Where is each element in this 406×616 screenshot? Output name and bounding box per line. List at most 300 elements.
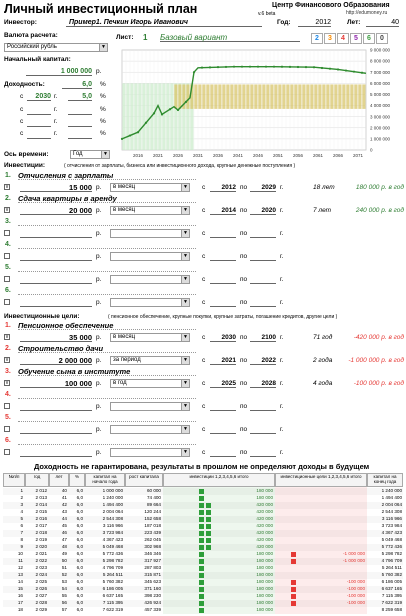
investments-name-input[interactable] — [18, 217, 196, 226]
chevron-down-icon: ▼ — [101, 151, 109, 158]
y-tick-label: 5 000 000 — [370, 92, 391, 98]
currency-label: Валюта расчета: — [4, 32, 58, 39]
table-row — [3, 551, 403, 558]
table-cell: 11 — [18, 558, 23, 563]
y-tick-label: 1 000 000 — [370, 136, 391, 142]
chevron-down-icon: ▼ — [181, 299, 189, 306]
capital-point — [265, 66, 267, 68]
table-row — [3, 488, 403, 495]
table-cell: 9 — [20, 544, 23, 549]
investments-amount-input[interactable]: 15 000 — [20, 183, 92, 192]
invest-marker — [199, 538, 204, 543]
sheet-tab-6[interactable]: 6 — [363, 33, 375, 44]
investments-amount-input[interactable] — [20, 229, 92, 238]
table-cell: 18 — [17, 607, 23, 612]
goals-row — [0, 368, 406, 391]
sheet-name-input[interactable]: Базовый вариант — [160, 33, 300, 42]
goal-bar — [330, 84, 333, 108]
table-cell: 10 — [17, 551, 23, 556]
table-cell: 47 — [61, 537, 67, 542]
chevron-down-icon: ▼ — [181, 253, 189, 260]
table-cell: 345 623 — [144, 579, 161, 584]
table-header-cell: капитал на конец года — [367, 473, 403, 487]
goals-checkbox[interactable]: v — [5, 357, 9, 363]
goals-name-input[interactable]: Пенсионное обеспечение — [18, 321, 196, 330]
capital-unit: р. — [96, 68, 102, 75]
capital-point — [337, 68, 339, 70]
invest-bar — [158, 83, 161, 150]
table-cell: 180 000 — [256, 579, 273, 584]
goals-name-input[interactable]: Обучение сына в институте — [18, 367, 196, 376]
investments-from-label: с — [202, 184, 206, 191]
table-cell: 420 000 — [256, 537, 273, 542]
goals-to-label: по — [240, 380, 248, 387]
goals-name-input[interactable] — [18, 413, 196, 422]
goals-amount-unit: р. — [96, 403, 102, 410]
table-cell: 1 494 400 — [102, 502, 123, 507]
investments-amount-unit: р. — [96, 207, 102, 214]
table-cell: 5 760 382 — [381, 572, 402, 577]
year-label: Год: — [277, 19, 291, 26]
investments-from-input[interactable] — [210, 252, 236, 261]
yield-pct-2: % — [100, 93, 106, 100]
investments-to-input[interactable] — [250, 298, 276, 307]
goals-name-input[interactable] — [18, 436, 196, 445]
goal-marker — [291, 580, 296, 585]
investor-input[interactable]: Пример1. Печкин Игорь Иванович — [66, 18, 262, 27]
sheet-tab-2[interactable]: 2 — [311, 33, 323, 44]
investor-label: Инвестор: — [4, 19, 37, 26]
table-cell: 6,0 — [76, 544, 83, 549]
investments-amount-unit: р. — [96, 230, 102, 237]
goal-bar — [302, 84, 305, 108]
goal-bar — [334, 84, 337, 108]
invest-marker — [199, 510, 204, 515]
table-cell: 3 116 966 — [102, 523, 123, 528]
table-cell: 2 014 — [35, 502, 47, 507]
table-cell: 50 — [61, 558, 67, 563]
table-cell: 5 264 511 — [102, 572, 123, 577]
goals-row — [0, 322, 406, 345]
goal-bar — [174, 84, 177, 108]
invest-marker — [199, 559, 204, 564]
y-tick-label: 6 000 000 — [370, 80, 391, 86]
goals-checkbox[interactable] — [4, 426, 10, 432]
table-cell: 5 — [20, 516, 23, 521]
yield-year-input-empty[interactable] — [27, 106, 51, 115]
investments-amount-input[interactable]: 20 000 — [20, 206, 92, 215]
goals-amount-input[interactable]: 100 000 — [20, 379, 92, 388]
goal-bar — [246, 84, 249, 108]
table-header-cell: % — [69, 473, 85, 487]
age-input[interactable]: 40 — [366, 18, 399, 27]
table-cell: 7 — [20, 530, 23, 535]
table-row — [3, 537, 403, 544]
capital-point — [217, 66, 219, 68]
investments-name-input[interactable]: Отчисления с зарплаты — [18, 171, 196, 180]
goal-bar — [186, 84, 189, 108]
yield-input-empty[interactable] — [68, 106, 92, 115]
investments-checkbox[interactable] — [4, 253, 10, 259]
x-tick-label: 2026 — [172, 153, 184, 158]
table-cell: 2 029 — [35, 607, 47, 612]
investments-checkbox[interactable] — [4, 230, 10, 236]
investments-to-input[interactable] — [250, 229, 276, 238]
table-row — [3, 516, 403, 523]
yield-input-2[interactable]: 5,0 — [68, 92, 92, 101]
table-cell: -100 000 — [346, 593, 365, 598]
investments-from-input[interactable]: 2014 — [210, 206, 236, 215]
goals-period-select[interactable] — [110, 448, 190, 457]
table-cell: 16 — [17, 593, 23, 598]
table-cell: 398 230 — [144, 593, 161, 598]
goals-period-select[interactable] — [110, 333, 190, 342]
table-cell: 3 116 966 — [381, 516, 402, 521]
invest-marker — [199, 531, 204, 536]
goal-bar — [218, 84, 221, 108]
investments-period-select[interactable] — [110, 206, 190, 215]
investments-to-label: по — [240, 253, 248, 260]
goal-bar — [362, 84, 365, 108]
table-cell: 317 927 — [144, 558, 161, 563]
investments-yearly-sum: 240 000 р. в год — [355, 207, 404, 214]
x-tick-label: 2066 — [332, 153, 344, 158]
capital-point — [153, 112, 155, 114]
capital-point — [137, 131, 139, 133]
table-cell: 40 — [61, 488, 67, 493]
goal-bar — [226, 84, 229, 108]
org-site-link[interactable]: http://edumoney.ru — [346, 10, 388, 16]
sheet-tab-5[interactable]: 5 — [350, 33, 362, 44]
table-header-cell: №п/п — [3, 473, 25, 487]
investments-period-select[interactable] — [110, 252, 190, 261]
goal-bar — [234, 84, 237, 108]
table-cell: 5 049 468 — [381, 537, 402, 542]
table-cell: 223 439 — [144, 530, 161, 535]
goals-year-unit: г. — [280, 426, 284, 433]
table-cell: 152 658 — [144, 516, 161, 521]
goal-bar — [318, 84, 321, 108]
investments-amount-input[interactable] — [20, 252, 92, 261]
table-cell: 6,0 — [76, 495, 83, 500]
goals-from-label: с — [202, 357, 206, 364]
goals-to-input[interactable]: 2028 — [250, 379, 276, 388]
table-cell: -100 000 — [346, 600, 365, 605]
table-row — [3, 558, 403, 565]
investments-name-input[interactable] — [18, 240, 196, 249]
investments-to-input[interactable] — [250, 275, 276, 284]
table-cell: 6,0 — [76, 537, 83, 542]
investments-row-number: 5. — [5, 264, 11, 271]
investments-from-input[interactable] — [210, 298, 236, 307]
goal-bar — [310, 84, 313, 108]
capital-point — [193, 71, 195, 73]
invest-marker — [206, 531, 211, 536]
yield-year-input-empty[interactable] — [27, 130, 51, 139]
table-cell: 2 027 — [35, 593, 47, 598]
y-tick-label: 9 000 000 — [370, 47, 391, 53]
goals-from-input[interactable] — [210, 425, 236, 434]
goals-row — [0, 437, 406, 460]
table-cell: 6,0 — [76, 558, 83, 563]
goals-from-label: с — [202, 403, 206, 410]
goals-checkbox[interactable] — [4, 449, 10, 455]
yield-from-label: с — [20, 118, 24, 125]
table-cell: 180 000 — [256, 558, 273, 563]
table-cell: -1 000 000 — [343, 551, 365, 556]
table-cell: 180 000 — [256, 607, 273, 612]
investments-from-input[interactable] — [210, 229, 236, 238]
goal-bar — [346, 84, 349, 108]
table-row — [3, 509, 403, 516]
investments-year-unit: г. — [280, 299, 284, 306]
goals-from-input[interactable] — [210, 448, 236, 457]
investments-name-input[interactable]: Сдача квартиры в аренду — [18, 194, 196, 203]
goals-amount-input[interactable] — [20, 402, 92, 411]
table-cell: 6,0 — [76, 516, 83, 521]
investments-checkbox[interactable]: v — [5, 207, 9, 213]
chevron-down-icon: ▼ — [181, 184, 189, 191]
table-cell: 2 012 — [35, 488, 47, 493]
goal-bar — [342, 84, 345, 108]
goal-bar — [290, 84, 293, 108]
invest-bar — [122, 83, 125, 150]
table-row — [3, 544, 403, 551]
table-cell: 57 — [61, 607, 67, 612]
goal-bar — [238, 84, 241, 108]
table-cell: 4 796 709 — [381, 558, 402, 563]
yield-year-input-empty[interactable] — [27, 118, 51, 127]
y-tick-label: 0 — [370, 147, 373, 153]
goals-period-select[interactable] — [110, 425, 190, 434]
table-cell: 2 004 064 — [102, 509, 123, 514]
goals-to-label: по — [240, 334, 248, 341]
goals-to-input[interactable]: 2022 — [250, 356, 276, 365]
yield-input-empty[interactable] — [68, 118, 92, 127]
goal-bar — [354, 84, 357, 108]
investments-checkbox[interactable] — [4, 276, 10, 282]
goal-bar — [242, 84, 245, 108]
investments-from-label: с — [202, 276, 206, 283]
goals-from-label: с — [202, 380, 206, 387]
table-cell: 13 — [17, 572, 23, 577]
investments-amount-input[interactable] — [20, 298, 92, 307]
goals-to-input[interactable] — [250, 425, 276, 434]
capital-point — [305, 66, 307, 68]
age-label: Лет: — [347, 19, 361, 26]
goals-row-number: 2. — [5, 345, 11, 352]
table-cell: 5 772 436 — [381, 544, 402, 549]
investments-to-input[interactable] — [250, 252, 276, 261]
goals-duration: 4 года — [313, 380, 333, 387]
table-cell: 46 — [61, 530, 67, 535]
investments-from-input[interactable]: 2012 — [210, 183, 236, 192]
investments-from-input[interactable] — [210, 275, 236, 284]
goals-to-input[interactable] — [250, 448, 276, 457]
goal-bar — [214, 84, 217, 108]
table-cell: 6,0 — [76, 523, 83, 528]
table-row — [3, 495, 403, 502]
investments-row-number: 2. — [5, 195, 11, 202]
goal-bar — [322, 84, 325, 108]
goal-bar — [222, 84, 225, 108]
investments-to-input[interactable]: 2020 — [250, 206, 276, 215]
table-cell: 56 — [61, 600, 67, 605]
year-input[interactable]: 2012 — [298, 18, 331, 27]
table-cell: 287 803 — [144, 565, 161, 570]
goals-row — [0, 414, 406, 437]
table-header-cell: капитал на начало года — [85, 473, 125, 487]
invest-bar — [134, 83, 137, 150]
goals-period-select[interactable] — [110, 402, 190, 411]
goals-checkbox[interactable]: v — [5, 334, 9, 340]
investments-row — [0, 264, 406, 287]
currency-select-value: Российский рубль — [7, 44, 57, 50]
table-row — [3, 593, 403, 600]
investments-yearly-sum: 180 000 р. в год — [355, 184, 404, 191]
capital-point — [225, 66, 227, 68]
goal-bar — [286, 84, 289, 108]
capital-point — [289, 66, 291, 68]
x-tick-label: 2031 — [192, 153, 204, 158]
goals-duration: 71 год — [313, 334, 333, 341]
table-cell: 41 — [61, 495, 67, 500]
goals-period-value: в год — [113, 380, 127, 386]
table-cell: 4 367 423 — [381, 530, 402, 535]
goals-name-input[interactable] — [18, 390, 196, 399]
goals-amount-input[interactable] — [20, 448, 92, 457]
invest-marker — [206, 545, 211, 550]
y-tick-label: 7 000 000 — [370, 69, 391, 75]
investments-year-unit: г. — [280, 207, 284, 214]
investments-period-select[interactable] — [110, 298, 190, 307]
goals-year-unit: г. — [280, 403, 284, 410]
invest-marker — [199, 517, 204, 522]
capital-point — [241, 66, 243, 68]
table-cell: 4 — [20, 509, 23, 514]
investments-row — [0, 218, 406, 241]
goal-bar — [210, 84, 213, 108]
goals-to-label: по — [240, 357, 248, 364]
investments-to-label: по — [240, 207, 248, 214]
goals-amount-input[interactable] — [20, 425, 92, 434]
investments-name-input[interactable] — [18, 286, 196, 295]
chevron-down-icon: ▼ — [181, 426, 189, 433]
investments-row-number: 3. — [5, 218, 11, 225]
table-cell: 346 346 — [144, 551, 161, 556]
table-header-cell: год — [25, 473, 49, 487]
table-cell: 5 760 382 — [102, 579, 123, 584]
invest-bar — [170, 83, 173, 150]
invest-marker — [199, 566, 204, 571]
goals-from-label: с — [202, 426, 206, 433]
goal-bar — [270, 84, 273, 108]
invest-marker — [199, 573, 204, 578]
capital-point — [233, 66, 235, 68]
goals-from-label: с — [202, 449, 206, 456]
table-cell: 5 298 782 — [102, 558, 123, 563]
table-cell: 6,0 — [76, 586, 83, 591]
org-name: Центр Финансового Образования — [272, 2, 390, 9]
capital-point — [249, 66, 251, 68]
table-cell: 43 — [61, 509, 67, 514]
goals-to-input[interactable] — [250, 402, 276, 411]
table-cell: 6,0 — [76, 530, 83, 535]
yield-rows-extra — [14, 106, 106, 142]
chevron-down-icon: ▼ — [181, 380, 189, 387]
goals-checkbox[interactable] — [4, 403, 10, 409]
goals-from-input[interactable]: 2021 — [210, 356, 236, 365]
table-cell: 457 339 — [144, 607, 161, 612]
investments-to-input[interactable]: 2029 — [250, 183, 276, 192]
goals-period-select[interactable] — [110, 379, 190, 388]
yield-input[interactable]: 6,0 — [62, 80, 92, 89]
investments-year-unit: г. — [280, 230, 284, 237]
goals-checkbox[interactable]: v — [5, 380, 9, 386]
yield-from-label: с — [20, 93, 24, 100]
table-cell: 1 — [20, 488, 23, 493]
goal-marker — [291, 552, 296, 557]
investments-checkbox[interactable] — [4, 299, 10, 305]
goals-year-unit: г. — [280, 334, 284, 341]
yield-input-empty[interactable] — [68, 130, 92, 139]
sheet-tab-3[interactable]: 3 — [324, 33, 336, 44]
goals-from-input[interactable]: 2030 — [210, 333, 236, 342]
investments-amount-input[interactable] — [20, 275, 92, 284]
table-cell: 3 723 984 — [102, 530, 123, 535]
goals-name-input[interactable]: Строительство дачи — [18, 344, 196, 353]
goals-to-input[interactable]: 2100 — [250, 333, 276, 342]
goal-bar — [262, 84, 265, 108]
yield-year-input[interactable]: 2030 — [27, 92, 51, 101]
capital-point — [329, 68, 331, 70]
investments-name-input[interactable] — [18, 263, 196, 272]
table-header-cell: рост капитала — [125, 473, 163, 487]
investments-checkbox[interactable]: v — [5, 184, 9, 190]
investments-period-select[interactable] — [110, 229, 190, 238]
goals-period-value: за период — [113, 357, 141, 363]
time-axis-select[interactable] — [70, 150, 110, 159]
goal-bar — [206, 84, 209, 108]
goals-from-input[interactable] — [210, 402, 236, 411]
investments-period-select[interactable] — [110, 275, 190, 284]
table-header-cell: инвестиции 1,2,3,4,5,6 итого — [163, 473, 275, 487]
goals-amount-unit: р. — [96, 334, 102, 341]
table-cell: 371 160 — [144, 586, 161, 591]
goals-amount-input[interactable]: 2 000 000 — [20, 356, 92, 365]
goals-amount-input[interactable]: 35 000 — [20, 333, 92, 342]
capital-input[interactable]: 1 000 000 — [26, 67, 92, 76]
goal-bar — [202, 84, 205, 108]
table-cell: 6,0 — [76, 565, 83, 570]
currency-select[interactable] — [4, 43, 108, 52]
table-cell: 120 244 — [144, 509, 161, 514]
goals-from-input[interactable]: 2025 — [210, 379, 236, 388]
capital-point — [129, 134, 131, 136]
table-cell: 2 018 — [35, 530, 47, 535]
table-cell: 2 025 — [35, 579, 47, 584]
investments-period-select[interactable] — [110, 183, 190, 192]
table-cell: 54 — [61, 586, 67, 591]
sheet-tab-4[interactable]: 4 — [337, 33, 349, 44]
table-cell: 6,0 — [76, 579, 83, 584]
goals-period-select[interactable] — [110, 356, 190, 365]
table-cell: 1 240 000 — [102, 495, 123, 500]
sheet-tab-0[interactable]: 0 — [376, 33, 388, 44]
table-cell: 49 — [61, 551, 67, 556]
table-cell: 5 049 468 — [102, 544, 123, 549]
table-cell: 180 000 — [256, 600, 273, 605]
